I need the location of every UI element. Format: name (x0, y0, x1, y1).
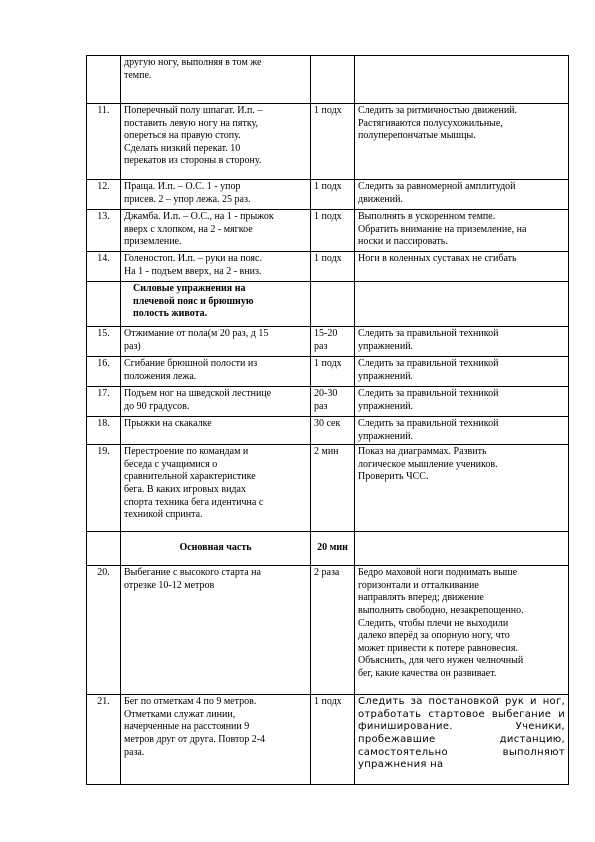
exercise-cell: Джамба. И.п. – О.С., на 1 - прыжок вверх с хлопком, на 2 - мягкое приземление. (121, 210, 311, 252)
notes-cell: Следить за правильной техникой упражнений. (355, 417, 569, 445)
dosage-cell: 1 подх (311, 210, 355, 252)
table-row (87, 445, 569, 532)
exercise-cell: Подъем ног на шведской лестнице до 90 градусов. (121, 387, 311, 417)
dosage-cell: 2 мин (311, 445, 355, 532)
table-row (87, 327, 569, 357)
lesson-plan-table (86, 55, 569, 785)
row-number: 17. (87, 387, 121, 417)
row-number: 12. (87, 180, 121, 210)
exercise-cell: Голеностоп. И.п. – руки на пояс. На 1 - подъем вверх, на 2 - вниз. (121, 252, 311, 282)
row-number: 20. (87, 566, 121, 695)
table-row (87, 387, 569, 417)
dosage-cell: 1 подх (311, 104, 355, 180)
dosage-cell: 2 раза (311, 566, 355, 695)
table-row (87, 357, 569, 387)
notes-cell: Следить за постановкой рук и ног, отработать стартовое выбегание и финиширование. Ученики, пробежавшие дистанцию, самостоятельно выполняют упражнения на (355, 695, 569, 785)
table-row (87, 566, 569, 695)
row-number: 18. (87, 417, 121, 445)
section-row (87, 282, 569, 327)
notes-cell: Следить за правильной техникой упражнений. (355, 357, 569, 387)
notes-cell (355, 282, 569, 327)
dosage-cell (311, 56, 355, 104)
exercise-cell: Прыжки на скакалке (121, 417, 311, 445)
notes-cell (355, 532, 569, 566)
table-row (87, 56, 569, 104)
dosage-cell: 1 подх (311, 357, 355, 387)
section-heading: Силовые упражнения на плечевой пояс и брюшную полость живота. (121, 282, 311, 327)
table-row (87, 104, 569, 180)
row-number (87, 282, 121, 327)
dosage-cell: 1 подх (311, 180, 355, 210)
table-row (87, 252, 569, 282)
row-number: 19. (87, 445, 121, 532)
main-part-row (87, 532, 569, 566)
notes-cell: Показ на диаграммах. Развить логическое мышление учеников. Проверить ЧСС. (355, 445, 569, 532)
exercise-cell: Отжимание от пола(м 20 раз, д 15 раз) (121, 327, 311, 357)
exercise-cell: другую ногу, выполняя в том же темпе. (121, 56, 311, 104)
dosage-cell: 30 сек (311, 417, 355, 445)
main-part-duration: 20 мин (311, 532, 355, 566)
exercise-cell: Поперечный полу шпагат. И.п. – поставить левую ногу на пятку, опереться на правую стопу. Сделать низкий перекат. 10 перекатов из стороны в сторону. (121, 104, 311, 180)
row-number: 11. (87, 104, 121, 180)
table-row (87, 180, 569, 210)
row-number: 13. (87, 210, 121, 252)
main-part-heading: Основная часть (121, 532, 311, 566)
row-number: 16. (87, 357, 121, 387)
exercise-cell: Праща. И.п. – О.С. 1 - упор присев. 2 – упор лежа. 25 раз. (121, 180, 311, 210)
exercise-cell: Сгибание брюшной полости из положения лежа. (121, 357, 311, 387)
exercise-cell: Перестроение по командам и беседа с учащимися о сравнительной характеристике бега. В каких игровых видах спорта техника бега идентична с техникой спринта. (121, 445, 311, 532)
notes-cell: Следить за ритмичностью движений. Растягиваются полусухожильные, полуперепончатые мышцы. (355, 104, 569, 180)
notes-cell (355, 56, 569, 104)
exercise-cell: Бег по отметкам 4 по 9 метров. Отметками служат линии, начерченные на расстоянии 9 метров друг от друга. Повтор 2-4 раза. (121, 695, 311, 785)
notes-cell: Бедро маховой ноги поднимать выше горизонтали и отталкивание направлять вперед; движение выполнять свободно, незакрепощенно. Следить, чтобы плечи не выходили далеко вперёд за опорную ногу, что может привести к потере равновесия. Объяснить, для чего нужен челночный бег, какие качества он развивает. (355, 566, 569, 695)
row-number: 14. (87, 252, 121, 282)
dosage-cell: 1 подх (311, 252, 355, 282)
table-row (87, 210, 569, 252)
dosage-cell: 20-30 раз (311, 387, 355, 417)
notes-cell: Выполнять в ускоренном темпе. Обратить внимание на приземление, на носки и пассировать. (355, 210, 569, 252)
dosage-cell (311, 282, 355, 327)
dosage-cell: 1 подх (311, 695, 355, 785)
notes-cell: Следить за правильной техникой упражнений. (355, 387, 569, 417)
notes-cell: Следить за правильной техникой упражнений. (355, 327, 569, 357)
table-row (87, 695, 569, 785)
row-number: 21. (87, 695, 121, 785)
row-number (87, 532, 121, 566)
exercise-cell: Выбегание с высокого старта на отрезке 10-12 метров (121, 566, 311, 695)
dosage-cell: 15-20 раз (311, 327, 355, 357)
notes-cell: Следить за равномерной амплитудой движений. (355, 180, 569, 210)
row-number (87, 56, 121, 104)
table-row (87, 417, 569, 445)
notes-cell: Ноги в коленных суставах не сгибать (355, 252, 569, 282)
row-number: 15. (87, 327, 121, 357)
